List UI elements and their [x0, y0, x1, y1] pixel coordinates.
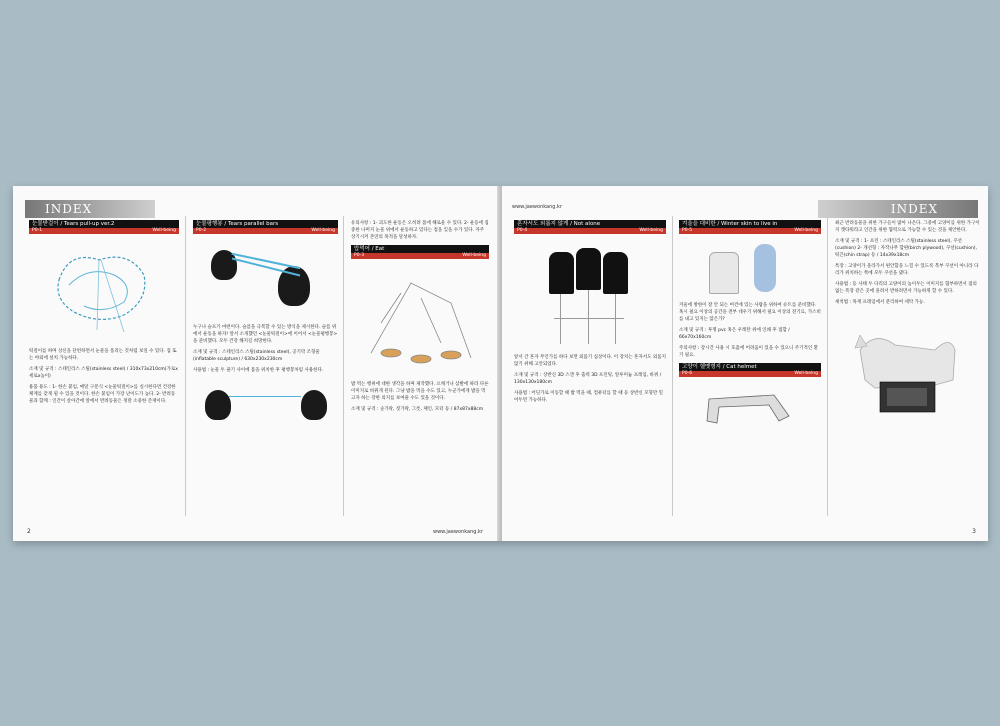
item-description: 최근 반려동물을 위한 가구들이 많아 나온다. 그중에 고양이를 위한 가구이지 캣타워라고 인간을 위한 협력으로 가능할 수 있는 것을 제안한다. [835, 221, 980, 233]
item-usage: 사용법 : 등 사태 두 다리의 고양이의 높이두는 이미지를 협부하면서 접의 없는 폭장 같은 곳에 올려서 반하려면서 가능하게 할 수 있다. [835, 282, 977, 294]
item-code: P0-4 [517, 228, 528, 233]
index-header: INDEX [45, 202, 93, 216]
item-title: 겨울을 대비한 / Winter skin to live in [679, 220, 821, 228]
item-not-alone [514, 220, 666, 520]
item-tears-pullup [29, 220, 179, 520]
item-author: Well-being [794, 371, 818, 376]
cat-image [835, 310, 980, 420]
website-url: www.jaewonkang.kr [433, 529, 483, 535]
item-code: P0-3 [354, 253, 365, 258]
item-usage: 사용법 : 눈물 두 줄기 사이에 몸을 위치한 후 평행봉처럼 사용한다. [193, 368, 324, 373]
website-url: www.jaewonkang.kr [512, 204, 562, 210]
index-header-bar [25, 200, 155, 218]
item-subtitle-bar [351, 253, 489, 259]
item-notes: 주의사항 : 장시간 사용 시 호흡에 어려움이 있을 수 있으니 주기적인 환기 필요. [679, 346, 818, 358]
item-title: 혼자서도 외롭지 않게 / Not alone [514, 220, 666, 228]
item-subtitle-bar [193, 228, 338, 234]
item-title: 밥먹어 / Eat [351, 245, 489, 253]
item-title: 눈물받걸이 / Tears pull-up ver.2 [29, 220, 179, 228]
column-divider [185, 216, 186, 516]
item-notes: 유의사항 : 1- 괴도한 운동은 오히려 몸에 해로울 수 있다. 2- 운동에 집중한 나머지 눈물 위에서 운동하고 있다는 점을 잊을 수가 있다. 자주 상기시켜 본연의 목적을 달성하자. [351, 221, 489, 240]
item-description: 앞서 간 혼자 무언가를 하다 보면 외롭기 십상이다. 이 장치는 혼자서도 외롭지 않기 위해 고안되었다. [514, 355, 666, 367]
cat-helmet-image [679, 381, 821, 431]
item-spec: 소재 및 규격 : 상반신 3D 스캔 후 출력 3D 프린팅, 알루미늄 프레임, 바퀴 / 130x130x180cm [514, 373, 662, 385]
item-subtitle-bar [29, 228, 179, 234]
item-title: 고양이 헬멧형지 / Cat helmet [679, 363, 821, 371]
item-subtitle-bar [679, 228, 821, 234]
pullup-sculpture-image [29, 240, 179, 340]
item-author: Well-being [639, 228, 663, 233]
parallel-bars-image [193, 238, 338, 320]
item-spec: 소재 및 규격 : 1- 프린 : 스테인리스 스틸(stainless steel), 쿠션(cushion) 2- 개선형 : 자작나무 합판(birch plywood), 쿠션(cushion), 턱끈(chin strap) 등 / 14x39x18cm [835, 239, 977, 258]
index-header: INDEX [890, 202, 938, 216]
item-description: 턱걸이를 하며 상신을 단련하면서 눈물을 흘리는 것처럼 보일 수 있다. 집 또는 야외에 설치 가능하다. [29, 349, 177, 361]
column-divider [827, 216, 828, 516]
item-usage: 용품 용도 : 1- 한손 붙임, 매달 구문식 <눈물턱걸이>를 실시한다면 건강한 체계를 갖게 될 수 있을 것이다. 한손 붙임이 가장 난이도가 높다. 2- 반려동물과 함께 : 인간이 살아간에 앞에서 반려동물은 정말 소중한 존재이다. [29, 385, 176, 404]
item-author: Well-being [462, 253, 486, 258]
item-subtitle-bar [514, 228, 666, 234]
open-booklet [13, 186, 988, 541]
column-divider [343, 216, 344, 516]
item-code: P0-1 [32, 228, 43, 233]
item-usage: 사용법 : 어딘가로 이동할 때 밥 먹을 때, 컴퓨터를 할 때 등 상반신 모형만 밀어두면 가능하다. [514, 391, 664, 403]
item-spec: 소재 및 규격 : 숟가락, 젓가락, 그릇, 체인, 모터 등 / 87x87x88cm [351, 407, 484, 412]
item-description: 밥 먹는 행위에 대한 생각을 하며 제작했다. 으깨거나 삼발에 따라 다른 이미지로 바뀌게 된다. 그냥 밥을 먹을 수도 있고, 누군가에게 밥을 먹고자 하는 강한 의지를 보여줄 수도 있을 것이다. [351, 382, 489, 401]
item-description: 겨울에 방한이 잘 안 되는 여건에 있는 사람을 위하여 슈트를 준비했다. 혹시 필요 이상의 공간을 전부 데우기 위해서 필요 이상의 전기료, 가스비를 내고 있지는 않은가? [679, 303, 821, 322]
item-code: P0-6 [682, 371, 693, 376]
item-subtitle-bar [679, 371, 821, 377]
page-number: 3 [972, 528, 976, 535]
index-header-bar [818, 200, 978, 218]
left-page [13, 186, 499, 541]
item-spec: 소재 및 규격 : 스테인리스 스틸(stainless steel) / 310x73x210cm(가로x세로x높이) [29, 367, 178, 379]
column-divider [672, 216, 673, 516]
item-code: P0-5 [682, 228, 693, 233]
eat-machine-image [351, 263, 489, 373]
right-page [502, 186, 988, 541]
item-usage: 특장 : 고양이가 올라가서 편안함을 느낄 수 있도록 복부 쿠션이 아니라 다리가 위치하는 쪽에 모두 쿠션을 댔다. [835, 264, 979, 276]
item-author: Well-being [311, 228, 335, 233]
item-notes: 세척법 : 목재 프레임에서 분리하여 세탁 가능. [835, 300, 925, 305]
parallel-bars-image-2 [193, 380, 338, 440]
item-author: Well-being [152, 228, 176, 233]
item-eat [351, 220, 489, 520]
item-description: 누구나 슬프기 마련이다. 슬픔을 극복할 수 있는 방식을 제시한다. 슬픔 위에서 운동을 하자! 앞서 소개했던 <눈물턱걸이>에 이어서 <눈물평행봉>을 준비했다. 모두 건강 해지길 희망한다. [193, 325, 338, 344]
item-title: 눈물평행봉 / Tears parallel bars [193, 220, 338, 228]
not-alone-image [514, 240, 666, 350]
winter-skin-image [679, 238, 821, 298]
item-tears-parallel-bars [193, 220, 338, 520]
item-spec: 소재 및 규격 : 투명 pvc 혹은 우레탄 위에 인쇄 후 접합 / 66x70x160cm [679, 328, 790, 340]
item-spec: 소재 및 규격 : 스테인리스 스틸(stainless steel), 공기막 조형물(inflatable sculpture) / 630x230x230cm [193, 350, 320, 362]
page-number: 2 [27, 528, 31, 535]
item-author: Well-being [794, 228, 818, 233]
item-cat-furniture [835, 220, 980, 520]
item-code: P0-2 [196, 228, 207, 233]
item-winter-skin [679, 220, 821, 520]
